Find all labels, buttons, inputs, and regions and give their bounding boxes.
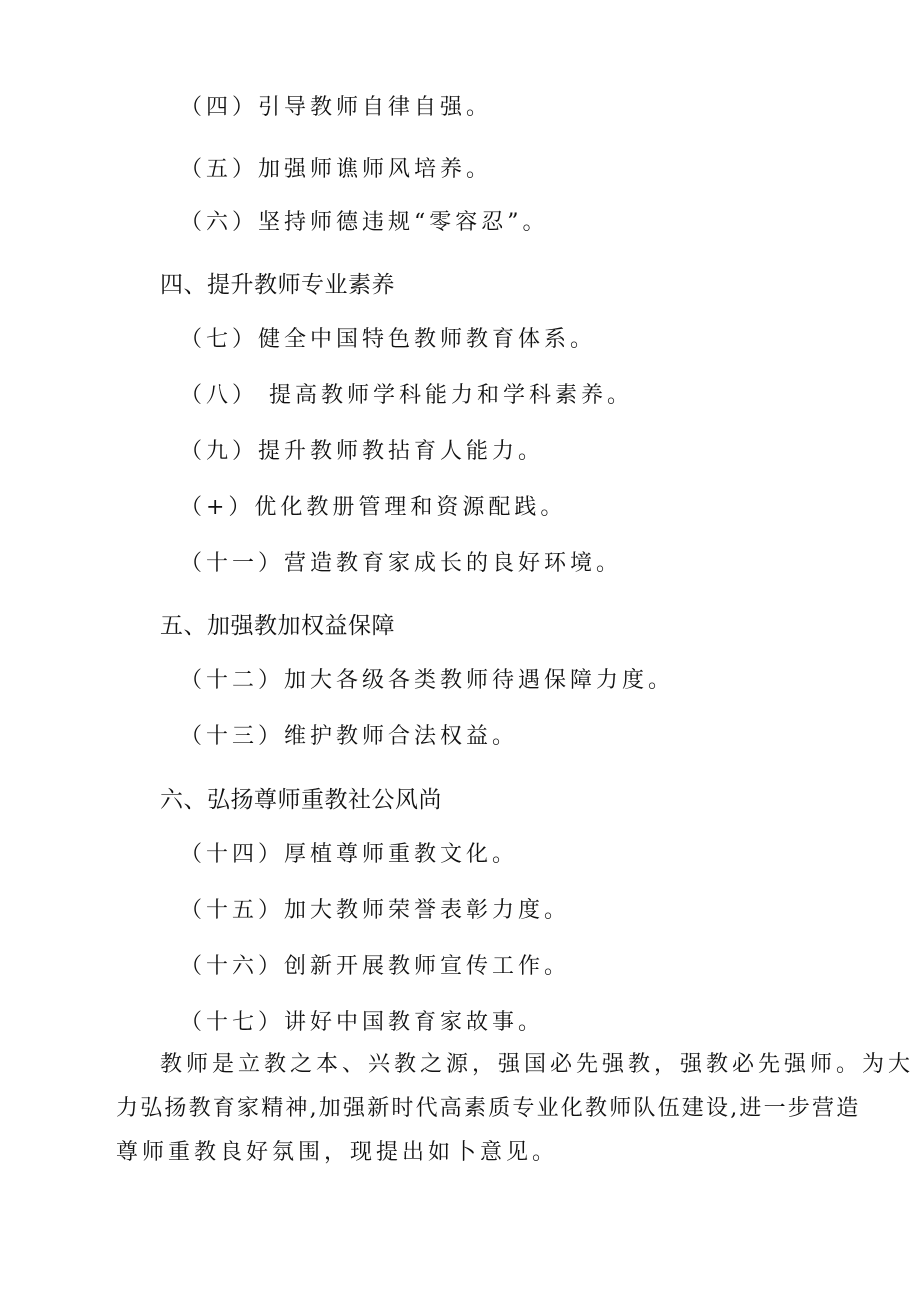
list-item: （十二）加大各级各类教师待遇保障力度。: [180, 668, 675, 693]
list-item: （六）坚持师德违规“零容忍”。: [180, 210, 549, 235]
section-heading: 六、弘扬尊师重教社公风尚: [160, 786, 442, 812]
paragraph-line: 力弘扬教育家精神,加强新时代高素质专业化教师队伍建设,进一步营造: [116, 1096, 861, 1121]
list-item: （十一）营造教育家成长的良好环境。: [180, 551, 623, 576]
list-item: （七）健全中国特色教师教育体系。: [180, 327, 597, 352]
list-item: （五）加强师谯师风培养。: [180, 157, 493, 182]
list-item: （十七）讲好中国教育家故事。: [180, 1010, 545, 1035]
list-item: （四）引导教师自律自强。: [180, 95, 493, 120]
list-item: （九）提升教师教拈育人能力。: [180, 439, 545, 464]
list-item: （十六）创新开展教师宣传工作。: [180, 954, 571, 979]
list-item: （十四）厚植尊师重教文化。: [180, 842, 519, 867]
list-item: （十五）加大教师荣誉表彰力度。: [180, 898, 571, 923]
paragraph-line: 尊师重教良好氛围，现提出如卜意见。: [116, 1140, 559, 1165]
section-heading: 五、加强教加权益保障: [160, 612, 395, 638]
list-item: （十三）维护教师合法权益。: [180, 724, 519, 749]
paragraph-line: 教师是立教之本、兴教之源，强国必先强教，强教必先强师。为大: [160, 1052, 915, 1077]
section-heading: 四、提升教师专业素养: [160, 271, 395, 297]
list-item: （+）优化教册管理和资源配践。: [180, 495, 567, 520]
list-item: （八） 提高教师学科能力和学科素养。: [180, 383, 633, 408]
